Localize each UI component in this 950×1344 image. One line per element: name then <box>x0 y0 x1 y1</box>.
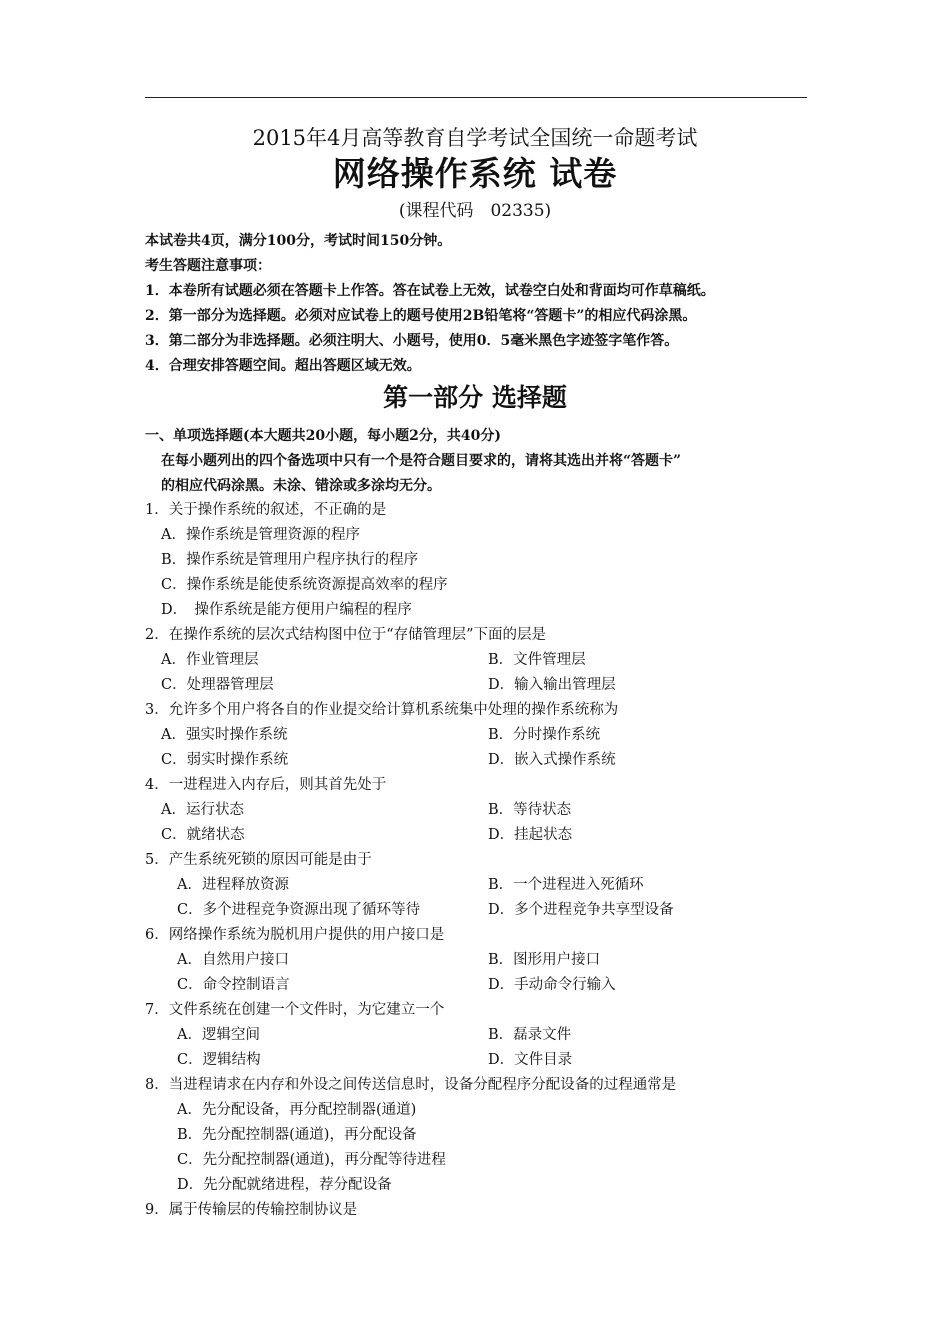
option-row <box>145 973 810 998</box>
question-option: C．多个进程竞争资源出现了循环等待 <box>177 902 421 918</box>
notice-item: 4．合理安排答题空间。超出答题区域无效。 <box>145 358 421 374</box>
exam-title-line: 2015年4月高等教育自学考试全国统一命题考试 <box>252 126 698 150</box>
question-stem: 2．在操作系统的层次式结构图中位于“存储管理层”下面的层是 <box>145 627 547 643</box>
question-option: B．磊录文件 <box>488 1027 572 1043</box>
question-option: D．嵌入式操作系统 <box>488 752 616 768</box>
question-option: B．文件管理层 <box>488 652 586 668</box>
section-description: 在每小题列出的四个备选项中只有一个是符合题目要求的，请将其选出并将“答题卡” <box>161 453 682 469</box>
question-option: A．强实时操作系统 <box>161 727 288 743</box>
part-one-title: 第一部分 选择题 <box>383 383 567 412</box>
question-stem: 3．允许多个用户将各自的作业提交给计算机系统集中处理的操作系统称为 <box>145 702 619 718</box>
section-description: 的相应代码涂黑。未涂、错涂或多涂均无分。 <box>161 478 441 494</box>
question-option: C．逻辑结构 <box>177 1052 261 1068</box>
question-option: B．先分配控制器(通道)，再分配设备 <box>177 1127 417 1143</box>
option-row <box>145 1023 810 1048</box>
question-stem: 4．一进程进入内存后，则其首先处于 <box>145 777 387 793</box>
question-stem: 5．产生系统死锁的原因可能是由于 <box>145 852 372 868</box>
section-title: 一、单项选择题(本大题共20小题，每小题2分，共40分) <box>145 428 501 444</box>
question-option: B．一个进程进入死循环 <box>488 877 644 893</box>
question-option: C．弱实时操作系统 <box>161 752 289 768</box>
question-option: B．分时操作系统 <box>488 727 601 743</box>
question-option: B．操作系统是管理用户程序执行的程序 <box>161 552 419 568</box>
question-option: A．逻辑空间 <box>177 1027 260 1043</box>
option-row <box>145 648 810 673</box>
question-option: A．自然用户接口 <box>177 952 289 968</box>
question-option: A．先分配设备，再分配控制器(通道) <box>177 1102 417 1118</box>
question-option: C．就绪状态 <box>161 827 245 843</box>
question-option: D．输入输出管理层 <box>488 677 616 693</box>
question-stem: 7．文件系统在创建一个文件时，为它建立一个 <box>145 1002 445 1018</box>
question-option: D．挂起状态 <box>488 827 573 843</box>
notice-item: 3．第二部分为非选择题。必须注明大、小题号，使用0．5毫米黑色字迹签字笔作答。 <box>145 333 679 349</box>
option-row <box>145 1048 810 1073</box>
option-row <box>145 723 810 748</box>
header-rule <box>145 97 807 98</box>
question-list <box>145 498 810 1223</box>
question-stem: 8．当进程请求在内存和外设之间传送信息时，设备分配程序分配设备的过程通常是 <box>145 1077 677 1093</box>
exam-summary: 本试卷共4页，满分100分，考试时间150分钟。 <box>145 233 452 249</box>
question-option: B．等待状态 <box>488 802 572 818</box>
question-option: A．作业管理层 <box>161 652 259 668</box>
option-row <box>145 873 810 898</box>
question-option: C．命令控制语言 <box>177 977 290 993</box>
question-option: C．先分配控制器(通道)，再分配等待进程 <box>177 1152 446 1168</box>
option-row <box>145 748 810 773</box>
question-stem: 6．网络操作系统为脱机用户提供的用户接口是 <box>145 927 445 943</box>
option-row <box>145 898 810 923</box>
question-stem: 1．关于操作系统的叙述，不正确的是 <box>145 502 387 518</box>
course-code: (课程代码 02335) <box>398 201 552 221</box>
question-option: C．处理器管理层 <box>161 677 274 693</box>
question-option: D．文件目录 <box>488 1052 573 1068</box>
option-row <box>145 673 810 698</box>
question-option: D．多个进程竞争共享型设备 <box>488 902 674 918</box>
notice-item: 1．本卷所有试题必须在答题卡上作答。答在试卷上无效，试卷空白处和背面均可作草稿纸。 <box>145 283 715 299</box>
question-option: C．操作系统是能使系统资源提高效率的程序 <box>161 577 448 593</box>
question-stem: 9．属于传输层的传输控制协议是 <box>145 1202 358 1218</box>
notice-title: 考生答题注意事项： <box>145 258 271 274</box>
question-option: B．图形用户接口 <box>488 952 601 968</box>
instructions <box>145 229 810 379</box>
subject-title: 网络操作系统 试卷 <box>332 154 618 193</box>
question-option: D． 操作系统是能方便用户编程的程序 <box>161 602 412 618</box>
question-option: D．手动命令行输入 <box>488 977 616 993</box>
option-row <box>145 798 810 823</box>
question-option: D．先分配就绪进程，荐分配设备 <box>177 1177 392 1193</box>
notice-item: 2．第一部分为选择题。必须对应试卷上的题号使用2B铅笔将“答题卡”的相应代码涂黑。 <box>145 308 697 324</box>
option-row <box>145 823 810 848</box>
question-option: A．运行状态 <box>161 802 244 818</box>
option-row <box>145 948 810 973</box>
section-header <box>145 424 810 499</box>
question-option: A．进程释放资源 <box>177 877 289 893</box>
question-option: A．操作系统是管理资源的程序 <box>161 527 360 543</box>
